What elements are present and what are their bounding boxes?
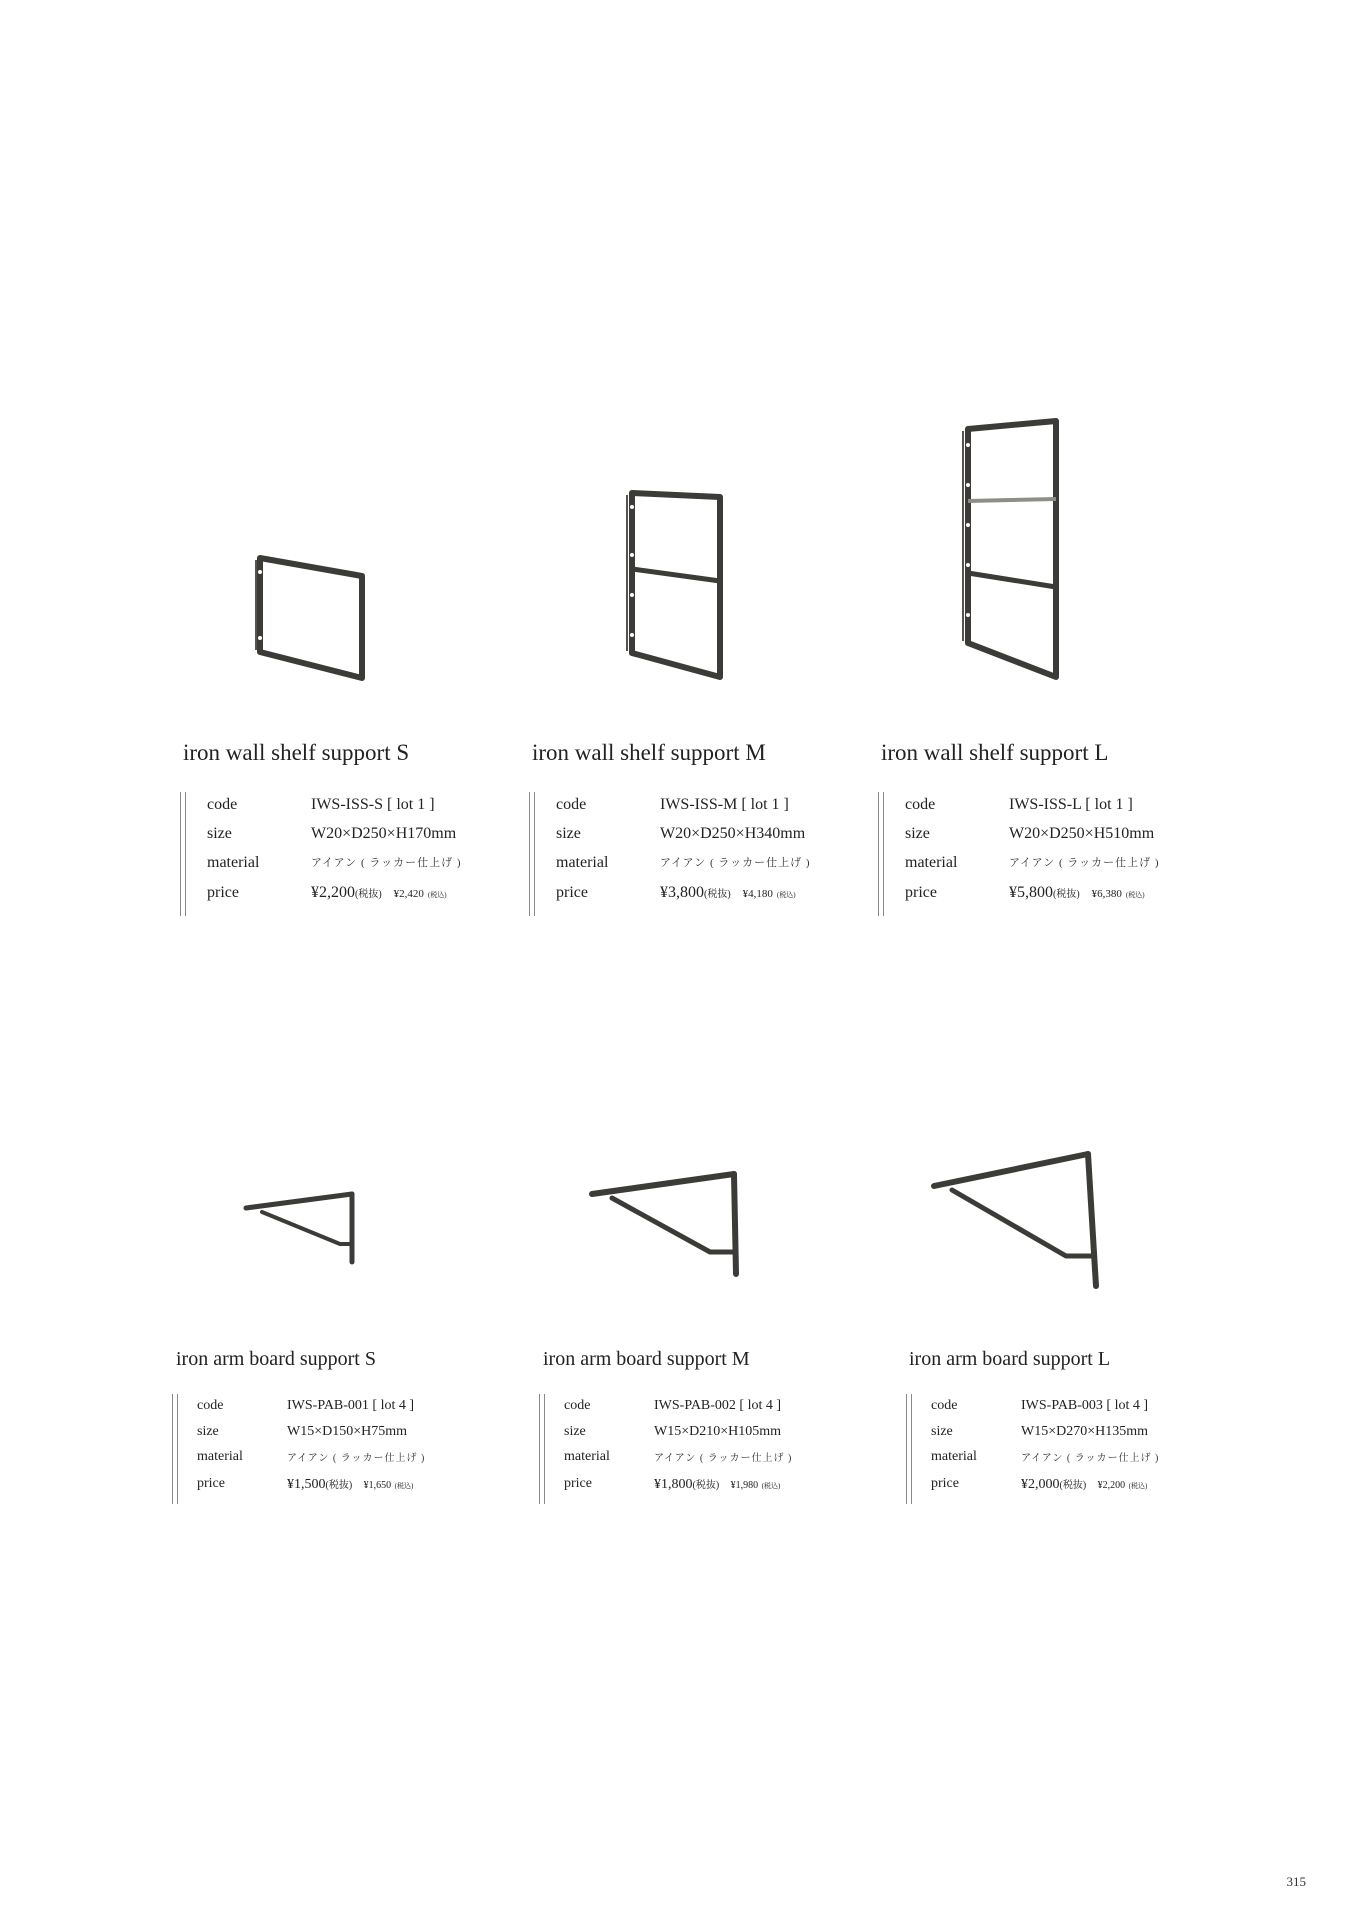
price-incl-note: (税込) — [427, 891, 447, 899]
spec-value-size: W20×D250×H340mm — [660, 825, 806, 842]
spec-value-size: W15×D270×H135mm — [1021, 1424, 1149, 1439]
spec-value-material: アイアン ( ラッカー仕上げ ) — [1009, 857, 1160, 869]
wall-shelf-frame-2-section-icon — [620, 485, 730, 685]
spec-value-size: W15×D150×H75mm — [287, 1424, 408, 1439]
spec-block — [539, 1394, 839, 1504]
spec-label-code: code — [564, 1398, 591, 1413]
spec-label-code: code — [556, 796, 587, 813]
arm-bracket-small-icon — [240, 1188, 360, 1268]
price-excl-tax: ¥1,500 — [287, 1477, 326, 1492]
spec-label-size: size — [564, 1424, 586, 1439]
product-title: iron wall shelf support L — [881, 740, 1109, 765]
spec-value-price — [311, 884, 447, 902]
price-excl-note: (税抜) — [1053, 889, 1080, 900]
spec-label-price: price — [556, 884, 588, 901]
spec-value-price — [1009, 884, 1145, 902]
divider — [883, 792, 884, 916]
spec-label-size: size — [905, 825, 930, 842]
spec-value-size: W20×D250×H170mm — [311, 825, 457, 842]
wall-shelf-frame-1-section-icon — [250, 550, 370, 690]
product-title: iron wall shelf support S — [183, 740, 410, 765]
spec-block — [180, 792, 500, 916]
price-excl-note: (税抜) — [355, 889, 382, 900]
spec-label-material: material — [207, 854, 260, 871]
spec-label-code: code — [931, 1398, 958, 1413]
price-incl-note: (税込) — [1125, 891, 1145, 899]
price-incl-note: (税込) — [761, 1482, 781, 1490]
spec-label-material: material — [931, 1449, 977, 1464]
spec-label-code: code — [197, 1398, 224, 1413]
spec-label-material: material — [564, 1449, 610, 1464]
divider — [878, 792, 879, 916]
price-incl-tax: ¥4,180 — [742, 888, 773, 900]
spec-value-material: アイアン ( ラッカー仕上げ ) — [660, 857, 811, 869]
divider — [172, 1394, 173, 1504]
price-excl-tax: ¥1,800 — [654, 1477, 693, 1492]
product-title: iron wall shelf support M — [532, 740, 766, 765]
spec-value-price — [660, 884, 796, 902]
spec-value-code: IWS-PAB-001 [ lot 4 ] — [287, 1398, 415, 1413]
price-incl-note: (税込) — [1128, 1482, 1148, 1490]
price-incl-tax: ¥1,980 — [730, 1480, 759, 1491]
spec-label-price: price — [905, 884, 937, 901]
spec-label-size: size — [556, 825, 581, 842]
divider — [177, 1394, 178, 1504]
price-excl-note: (税抜) — [1059, 1480, 1087, 1491]
divider — [529, 792, 530, 916]
product-title: iron arm board support L — [909, 1348, 1111, 1370]
divider — [180, 792, 181, 916]
spec-label-material: material — [905, 854, 958, 871]
spec-value-code: IWS-PAB-002 [ lot 4 ] — [654, 1398, 782, 1413]
spec-label-price: price — [931, 1476, 959, 1491]
spec-label-material: material — [197, 1449, 243, 1464]
divider — [534, 792, 535, 916]
price-excl-tax: ¥3,800 — [660, 884, 704, 901]
price-excl-note: (税抜) — [704, 889, 731, 900]
divider — [185, 792, 186, 916]
spec-value-price — [654, 1476, 780, 1493]
spec-block — [172, 1394, 472, 1504]
spec-block — [529, 792, 849, 916]
divider — [539, 1394, 540, 1504]
spec-label-code: code — [207, 796, 238, 813]
spec-label-size: size — [931, 1424, 953, 1439]
product-title: iron arm board support M — [543, 1348, 750, 1370]
price-excl-tax: ¥5,800 — [1009, 884, 1053, 901]
spec-value-material: アイアン ( ラッカー仕上げ ) — [287, 1453, 426, 1464]
spec-value-price — [287, 1476, 413, 1493]
spec-value-material: アイアン ( ラッカー仕上げ ) — [1021, 1453, 1160, 1464]
spec-label-material: material — [556, 854, 609, 871]
price-incl-note: (税込) — [394, 1482, 414, 1490]
spec-value-code: IWS-ISS-S [ lot 1 ] — [311, 796, 435, 813]
divider — [911, 1394, 912, 1504]
page-number: 315 — [1286, 1874, 1306, 1889]
arm-bracket-medium-icon — [586, 1168, 742, 1280]
price-incl-tax: ¥2,200 — [1097, 1480, 1126, 1491]
spec-value-material: アイアン ( ラッカー仕上げ ) — [654, 1453, 793, 1464]
spec-value-code: IWS-ISS-L [ lot 1 ] — [1009, 796, 1133, 813]
price-excl-note: (税抜) — [692, 1480, 720, 1491]
price-incl-note: (税込) — [776, 891, 796, 899]
arm-bracket-large-icon — [928, 1148, 1104, 1292]
divider — [544, 1394, 545, 1504]
price-excl-tax: ¥2,200 — [311, 884, 355, 901]
spec-value-size: W20×D250×H510mm — [1009, 825, 1155, 842]
spec-label-size: size — [197, 1424, 219, 1439]
price-excl-note: (税抜) — [325, 1480, 353, 1491]
price-excl-tax: ¥2,000 — [1021, 1477, 1060, 1492]
spec-value-material: アイアン ( ラッカー仕上げ ) — [311, 857, 462, 869]
spec-value-size: W15×D210×H105mm — [654, 1424, 782, 1439]
spec-value-code: IWS-ISS-M [ lot 1 ] — [660, 796, 789, 813]
spec-block — [878, 792, 1208, 916]
spec-value-price — [1021, 1476, 1147, 1493]
spec-label-code: code — [905, 796, 936, 813]
spec-label-price: price — [207, 884, 239, 901]
price-incl-tax: ¥2,420 — [393, 888, 424, 900]
price-incl-tax: ¥1,650 — [363, 1480, 392, 1491]
spec-label-size: size — [207, 825, 232, 842]
wall-shelf-frame-3-section-icon — [958, 415, 1068, 685]
spec-value-code: IWS-PAB-003 [ lot 4 ] — [1021, 1398, 1149, 1413]
spec-block — [906, 1394, 1206, 1504]
price-incl-tax: ¥6,380 — [1091, 888, 1122, 900]
product-title: iron arm board support S — [176, 1348, 376, 1370]
divider — [906, 1394, 907, 1504]
spec-label-price: price — [197, 1476, 225, 1491]
spec-label-price: price — [564, 1476, 592, 1491]
